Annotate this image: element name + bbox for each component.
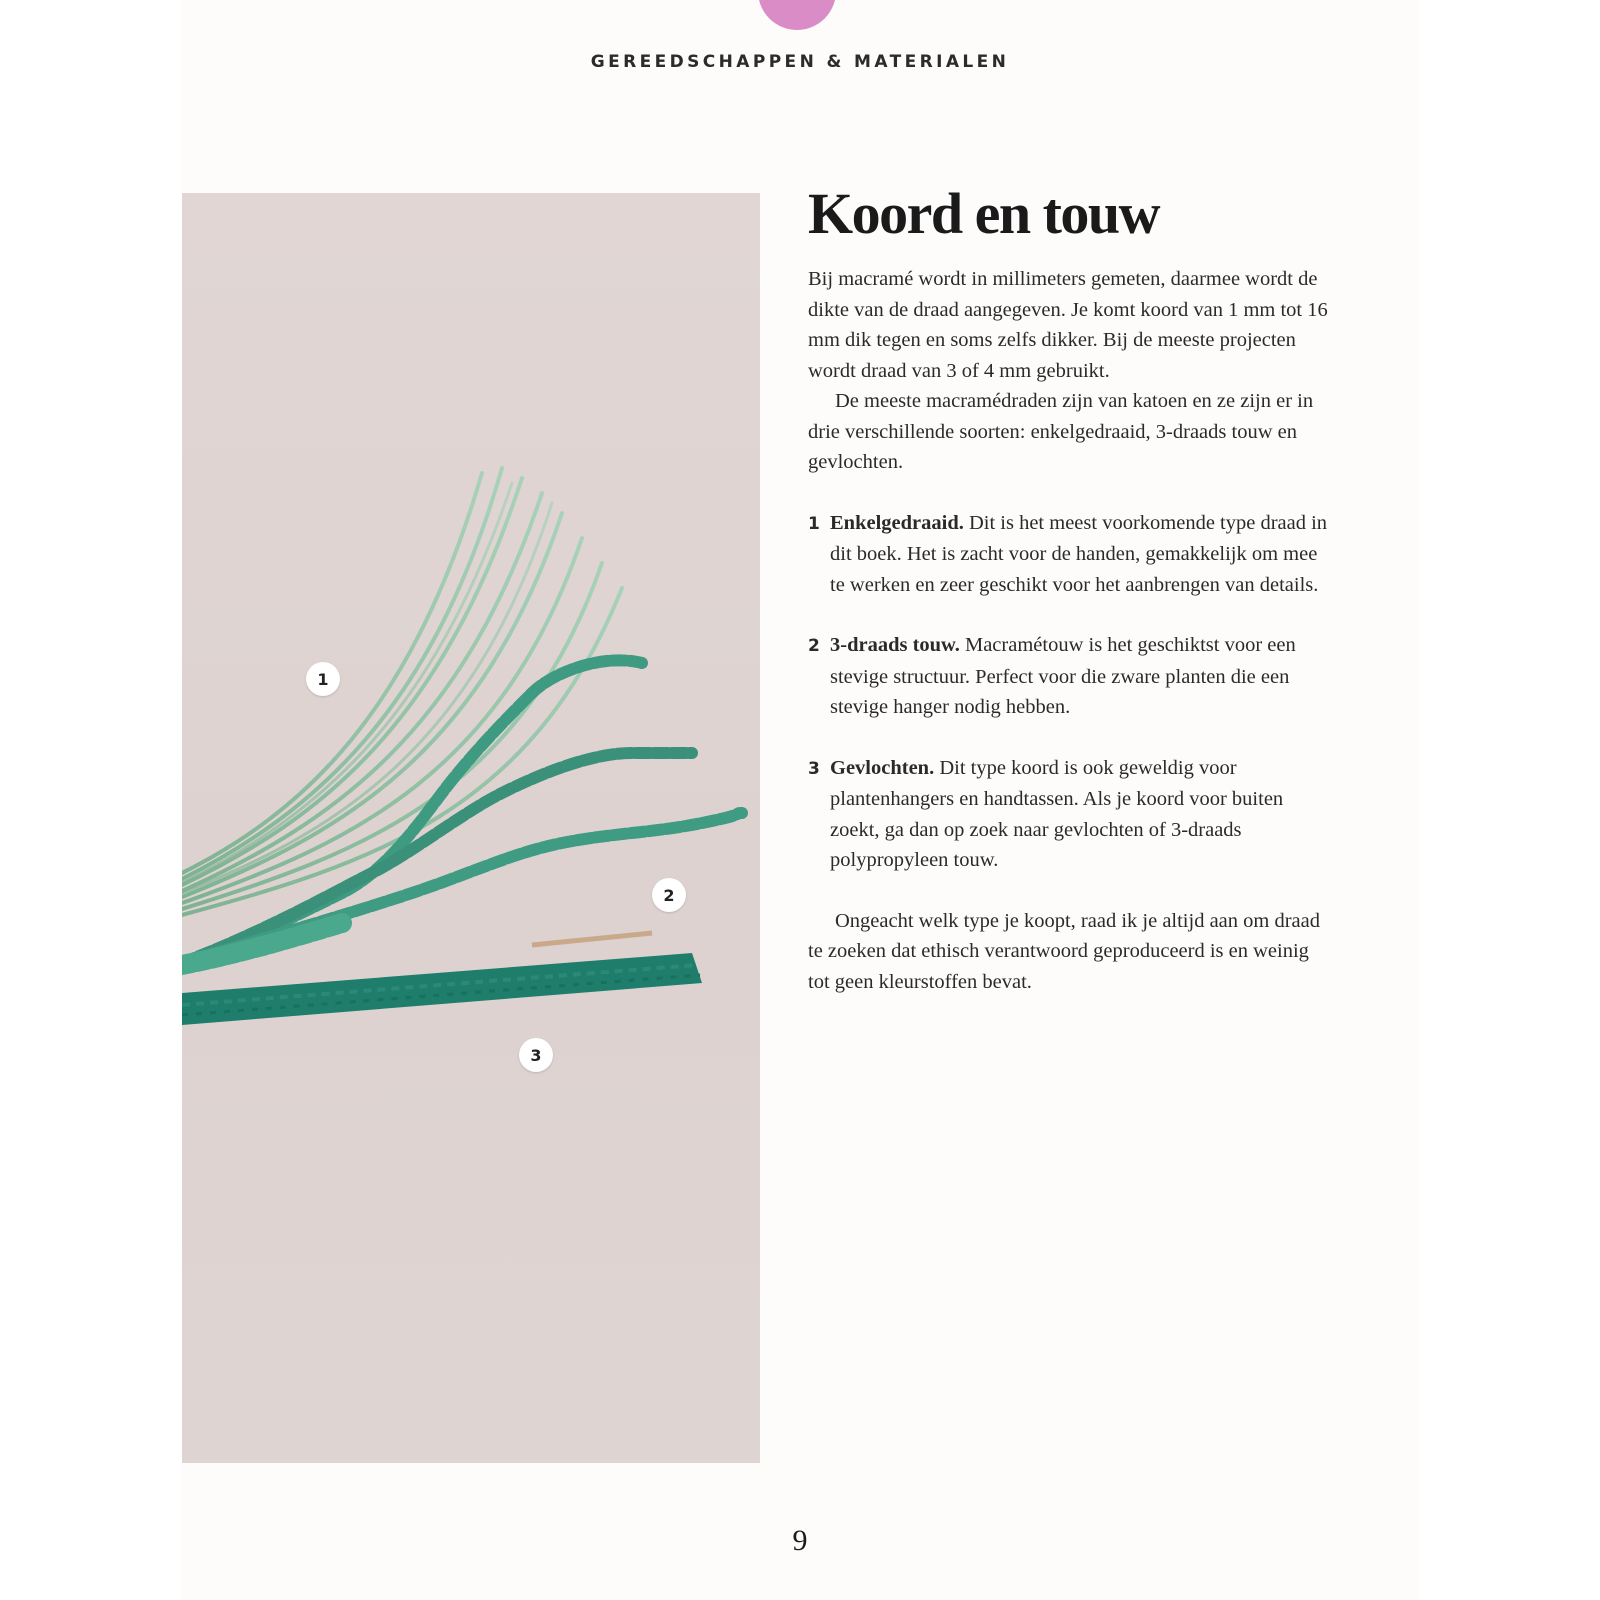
- item-text: Dit is het meest voorkomende type draad in dit boek. Het is zacht voor de handen, gemakkelijk om mee te werken en zeer geschikt voor het aanbrengen van details.: [830, 511, 1328, 596]
- item-number: 2: [808, 636, 820, 656]
- intro-paragraph-1: Bij macramé wordt in millimeters gemeten, daarmee wordt de dikte van de draad aangegeven. Je komt koord van 1 mm tot 16 mm dik tegen en soms zelfs dikker. Bij de meeste projecten wordt draad van 3 of 4 mm gebruikt.: [808, 268, 1328, 382]
- list-item: [808, 753, 1328, 876]
- closing-paragraph: Ongeacht welk type je koopt, raad ik je altijd aan om draad te zoeken dat ethisch verantwoord geproduceerd is en weinig tot geen kleurstoffen bevat.: [808, 909, 1320, 993]
- cord-illustration: [182, 193, 760, 1463]
- item-term: Enkelgedraaid.: [830, 511, 964, 534]
- item-number: 1: [808, 513, 820, 534]
- cord-label-2: 2: [652, 878, 686, 912]
- item-text: Macramétouw is het geschiktst voor een stevige structuur. Perfect voor die zware planten die een stevige hanger nodig hebben.: [830, 634, 1296, 718]
- intro-paragraph-2: De meeste macramédraden zijn van katoen en ze zijn er in drie verschillende soorten: enkelgedraaid, 3-draads touw en gevlochten.: [808, 390, 1314, 473]
- page-number: 9: [792, 1524, 808, 1557]
- cord-label-3: 3: [519, 1038, 553, 1072]
- body-text: [808, 264, 1328, 997]
- list-item: [808, 508, 1328, 601]
- item-term: Gevlochten.: [830, 756, 935, 779]
- cord-photo: [182, 193, 760, 1463]
- item-term: 3-draads touw.: [830, 634, 960, 656]
- item-number: 3: [808, 758, 820, 779]
- section-header: GEREEDSCHAPPEN & MATERIALEN: [590, 52, 1010, 72]
- item-text: Dit type koord is ook geweldig voor plantenhangers en handtassen. Als je koord voor buiten zoekt, ga dan op zoek naar gevlochten of 3-draads polypropyleen touw.: [830, 756, 1284, 871]
- list-item: [808, 630, 1328, 723]
- page-title: Koord en touw: [808, 181, 1160, 246]
- cord-label-1: 1: [306, 662, 340, 696]
